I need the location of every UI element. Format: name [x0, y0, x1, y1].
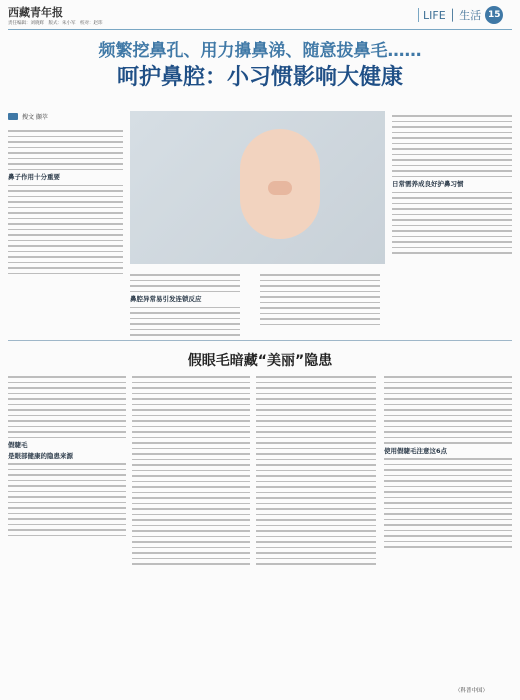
byline-icon — [8, 113, 18, 120]
headline-main: 呵护鼻腔：小习惯影响大健康 — [116, 65, 403, 90]
subhead-bottom-2: 是眼部健康的隐患来源 — [8, 451, 73, 460]
masthead: 西藏青年报 — [8, 6, 63, 19]
right-column-text — [392, 111, 512, 258]
subhead-left-1: 鼻子作用十分重要 — [8, 173, 60, 181]
section-divider — [418, 8, 419, 22]
mid-column-text-2 — [260, 270, 380, 329]
bottom-col-4 — [384, 372, 512, 552]
page-number-badge: 15 — [485, 6, 503, 24]
byline-text: 搜文 撷萃 — [22, 114, 48, 121]
subhead-bottom-3: 使用假睫毛注意这6点 — [384, 446, 448, 455]
mid-column-text — [130, 270, 240, 340]
source-credit: （科普中国） — [455, 688, 489, 694]
subhead-left-2: 鼻腔异常易引发连锁反应 — [130, 295, 202, 303]
subhead-bottom-1: 假睫毛 — [8, 441, 28, 449]
section-divider-line — [8, 340, 512, 341]
bottom-col-2 — [132, 372, 250, 569]
bottom-col-3 — [256, 372, 376, 569]
section-header — [418, 6, 503, 24]
byline — [8, 112, 48, 121]
left-column-text — [8, 126, 123, 278]
article-headline-2: 假眼毛暗藏“美丽”隐患 — [187, 353, 333, 369]
subhead-right-1: 日常需养成良好护鼻习惯 — [392, 180, 464, 188]
header-rule — [8, 29, 512, 30]
face-photo — [130, 111, 385, 264]
editor-meta: 责任编辑：刘晓辉 版式：朱小军 校对：赵玮 — [8, 21, 103, 26]
section-label: LIFE │ 生活 — [423, 9, 482, 22]
headline-kicker: 频繁挖鼻孔、用力擤鼻涕、随意拔鼻毛…… — [98, 41, 422, 61]
face-illustration — [240, 129, 320, 239]
bottom-col-1 — [8, 372, 126, 540]
